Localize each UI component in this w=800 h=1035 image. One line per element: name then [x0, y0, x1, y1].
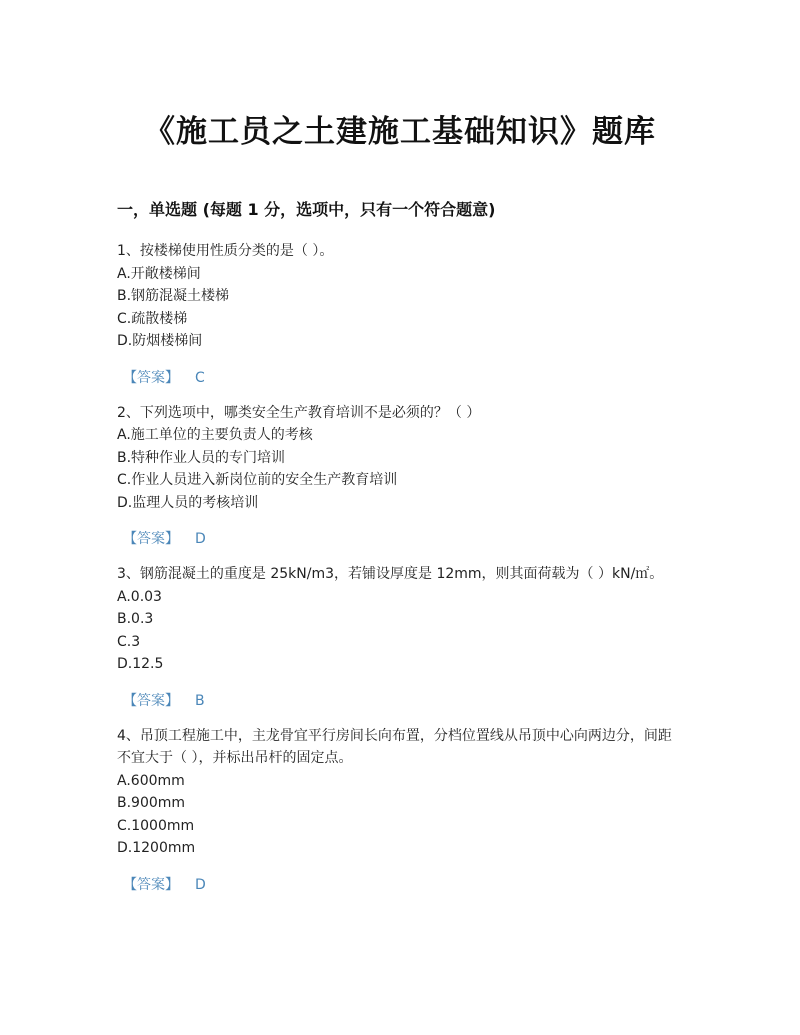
option-d: D.防烟楼梯间	[117, 333, 203, 349]
option-a: A.600mm	[117, 772, 185, 789]
question-2	[117, 402, 677, 551]
question-stem: 4、吊顶工程施工中，主龙骨宜平行房间长向布置，分档位置线从吊顶中心向两边分，间距不宜大于（ ），并标出吊杆的固定点。	[117, 727, 672, 766]
answer-label: 【答案】	[123, 876, 179, 893]
section-heading: 一，单选题 (每题 1 分，选项中，只有一个符合题意)	[117, 200, 496, 219]
answer-value: D	[195, 531, 206, 547]
option-c: C.1000mm	[117, 817, 195, 834]
option-b: B.900mm	[117, 795, 186, 811]
answer-line	[117, 874, 677, 896]
option-c: C.疏散楼梯	[117, 310, 188, 327]
answer-value: B	[195, 692, 205, 709]
answer-value: C	[195, 369, 205, 386]
question-stem: 1、按楼梯使用性质分类的是（ ）。	[117, 243, 334, 259]
answer-label: 【答案】	[123, 369, 179, 386]
option-d: D.监理人员的考核培训	[117, 494, 259, 511]
question-4	[117, 725, 677, 896]
answer-line	[117, 690, 677, 712]
question-stem: 2、下列选项中，哪类安全生产教育培训不是必须的？（ ）	[117, 404, 481, 421]
option-c: C.3	[117, 633, 141, 650]
option-c: C.作业人员进入新岗位前的安全生产教育培训	[117, 472, 398, 488]
answer-line	[117, 528, 677, 550]
answer-label: 【答案】	[123, 692, 179, 709]
option-a: A.施工单位的主要负责人的考核	[117, 427, 313, 443]
question-list	[117, 240, 677, 909]
question-1	[117, 240, 677, 389]
question-3	[117, 563, 677, 712]
question-stem: 3、钢筋混凝土的重度是 25kN/m3，若铺设厚度是 12mm，则其面荷载为（ ）kN/㎡。	[117, 566, 664, 582]
option-b: B.钢筋混凝土楼梯	[117, 288, 230, 304]
answer-value: D	[195, 876, 206, 893]
option-d: D.12.5	[117, 656, 164, 672]
option-a: A.开敞楼梯间	[117, 265, 201, 282]
option-b: B.特种作业人员的专门培训	[117, 449, 286, 466]
answer-label: 【答案】	[123, 531, 179, 547]
option-a: A.0.03	[117, 588, 162, 605]
option-b: B.0.3	[117, 611, 154, 627]
answer-line	[117, 367, 677, 389]
document-title: 《施工员之土建施工基础知识》题库	[144, 114, 656, 150]
option-d: D.1200mm	[117, 840, 196, 856]
